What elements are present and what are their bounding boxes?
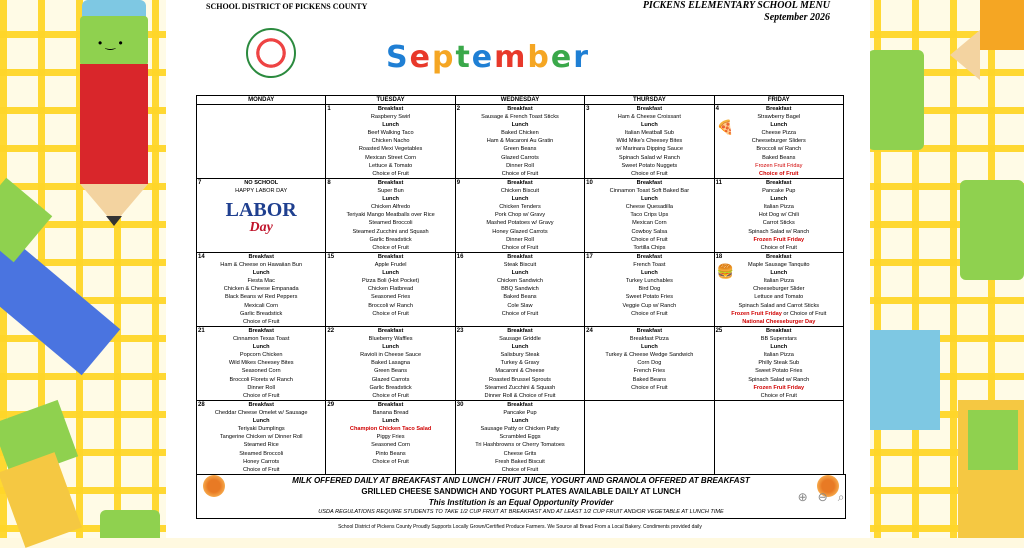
lunch-label: Lunch <box>511 344 529 351</box>
burger-icon: 🍔 <box>716 263 734 279</box>
day-cell <box>714 179 843 253</box>
green-pencil-right-decoration <box>868 50 928 160</box>
lunch-label: Lunch <box>640 344 658 351</box>
menu-item: Italian Pizza <box>763 278 794 285</box>
menu-item: HAPPY LABOR DAY <box>235 188 288 195</box>
menu-item: Choice of Fruit <box>372 170 409 177</box>
day-cell <box>326 401 455 475</box>
week-row <box>197 179 844 253</box>
menu-item: Choice of Fruit <box>501 466 539 473</box>
day-cell <box>455 327 584 401</box>
day-cell <box>585 327 714 401</box>
title-letter: S <box>386 40 410 75</box>
menu-item: Black Beans w/ Red Peppers <box>224 294 298 301</box>
bottom-pencil-decoration <box>100 510 160 538</box>
menu-item: Choice of Fruit <box>760 392 797 399</box>
menu-item: Broccoli w/ Ranch <box>368 302 413 309</box>
menu-item: Choice of Fruit <box>372 244 409 251</box>
menu-item: Chicken Sandwich <box>496 278 543 285</box>
week-row <box>197 105 844 179</box>
lunch-label: Lunch <box>640 196 658 203</box>
menu-item: Wild Mike's Cheesey Bites <box>616 138 683 145</box>
weekday-header: MONDAY <box>197 96 326 105</box>
menu-item: Sausage Patty or Chicken Patty <box>480 426 560 433</box>
menu-item: Chicken Alfredo <box>370 204 411 211</box>
grilled-cheese-notice: GRILLED CHEESE SANDWICH AND YOGURT PLATES AVAILABLE DAILY AT LUNCH <box>196 486 846 497</box>
breakfast-label: Breakfast <box>377 106 404 112</box>
menu-calendar <box>196 95 844 475</box>
menu-item: Cheeseburger Slider <box>753 286 805 293</box>
menu-item: Choice of Fruit <box>760 244 797 251</box>
blue-pencil-right-decoration <box>870 330 950 430</box>
orange-pencil-decoration <box>950 0 1024 90</box>
lunch-label: Lunch <box>511 418 529 425</box>
menu-item: Spinach Salad w/ Ranch <box>748 228 810 235</box>
lunch-label: Lunch <box>640 122 658 129</box>
day-cell <box>326 253 455 327</box>
school-name: PICKENS ELEMENTARY SCHOOL MENU <box>642 0 830 11</box>
breakfast-label: Breakfast <box>507 254 533 260</box>
day-number: 23 <box>456 328 464 334</box>
day-cell <box>714 401 843 475</box>
menu-item: Lettuce and Tomato <box>754 294 804 301</box>
menu-item: Seasoned Corn <box>371 442 411 449</box>
day-cell <box>714 253 843 327</box>
lunch-label: Lunch <box>382 344 399 351</box>
lunch-label: Lunch <box>511 122 529 129</box>
menu-item-highlight: Choice of Fruit <box>759 170 799 177</box>
menu-item: Baked Lasagna <box>371 360 411 367</box>
menu-item: French Fries <box>633 368 666 375</box>
menu-item: Cheese Grits <box>503 450 537 457</box>
title-letter: t <box>455 40 472 75</box>
menu-item: French Toast <box>633 262 666 269</box>
menu-item: Fresh Baked Biscuit <box>495 458 545 465</box>
menu-item: Chicken Biscuit <box>500 188 540 195</box>
day-number: 7 <box>198 180 202 186</box>
menu-item: Dinner Roll <box>247 384 276 391</box>
day-cell <box>326 179 455 253</box>
menu-item: Broccoli Florets w/ Ranch <box>229 376 293 383</box>
menu-item: Teriyaki Mango Meatballs over Rice <box>346 212 435 219</box>
menu-item: Piggy Fries <box>376 434 405 441</box>
day-cell <box>197 327 326 401</box>
menu-item: Popcorn Chicken <box>239 352 283 359</box>
day-cell <box>585 401 714 475</box>
menu-item: Ravioli in Cheese Sauce <box>360 352 422 359</box>
menu-item: Cinnamon Toast Soft Baked Bar <box>609 188 690 195</box>
day-number: 8 <box>327 180 331 186</box>
menu-item: Taco Crips Ups <box>630 212 669 219</box>
menu-item: Broccoli w/ Ranch <box>756 146 802 153</box>
menu-item: Tangerine Chicken w/ Dinner Roll <box>219 434 303 441</box>
day-cell <box>326 327 455 401</box>
menu-item: Sausage & French Toast Sticks <box>481 114 559 121</box>
menu-item: Baked Beans <box>762 154 796 161</box>
breakfast-label: Breakfast <box>636 328 663 334</box>
menu-item: Mashed Potatoes w/ Gravy <box>486 220 554 227</box>
search-icon[interactable]: ⌕ <box>837 489 845 504</box>
menu-item: Choice of Fruit <box>501 310 539 317</box>
menu-item: Cheese Pizza <box>761 130 797 137</box>
lunch-label: Lunch <box>252 418 270 425</box>
yellow-pencil-right-decoration <box>958 400 1024 538</box>
title-letter: e <box>550 40 574 75</box>
menu-item: Cinnamon Texas Toast <box>233 336 290 343</box>
menu-item: Steamed Rice <box>243 442 279 449</box>
menu-item: Baked Beans <box>632 376 666 383</box>
menu-item: Bird Dog <box>638 286 661 293</box>
breakfast-label: Breakfast <box>636 254 663 260</box>
lunch-label: Lunch <box>640 270 658 277</box>
menu-item: Seasoned Corn <box>241 368 281 375</box>
menu-item: Blueberry Waffles <box>368 336 413 343</box>
menu-item: Roasted Mexi Vegetables <box>358 146 423 153</box>
title-letter: b <box>527 40 551 75</box>
red-pencil-decoration: • ‿ • <box>70 0 160 230</box>
menu-item-highlight: Frozen Fruit Friday <box>753 384 805 391</box>
day-cell <box>197 401 326 475</box>
menu-item: Choice of Fruit <box>501 170 539 177</box>
menu-item: Green Beans <box>503 146 537 153</box>
local-sourcing-notice: School District of Pickens County Proudly Supports Locally Grown/Certified Produce Farmers. We Source all Bread From a Local Bakery. Condiments provided daily <box>338 524 702 530</box>
lunch-label: Lunch <box>511 270 529 277</box>
breakfast-label: Breakfast <box>248 328 274 334</box>
day-number: 9 <box>456 180 461 186</box>
menu-item: Pancake Pup <box>503 410 537 417</box>
menu-item: Choice of Fruit <box>631 310 668 317</box>
day-cell <box>585 105 714 179</box>
green-pencil-right2-decoration <box>960 180 1024 280</box>
menu-item: Chicken Flatbread <box>367 286 414 293</box>
menu-item: Raspberry Swirl <box>370 114 411 121</box>
day-number: 10 <box>586 180 593 186</box>
day-cell <box>197 253 326 327</box>
breakfast-label: Breakfast <box>377 402 404 408</box>
menu-item: Glazed Carrots <box>501 154 539 161</box>
menu-item: Steamed Zucchini & Squash <box>484 384 556 391</box>
menu-item: Cheddar Cheese Omelet w/ Sausage <box>214 410 308 417</box>
menu-item: w/ Marinara Dipping Sauce <box>615 146 683 153</box>
breakfast-label: Breakfast <box>377 254 404 260</box>
lunch-label: Lunch <box>382 196 399 203</box>
breakfast-label: Breakfast <box>248 402 274 408</box>
lunch-label: Lunch <box>770 122 788 129</box>
menu-item: Sausage Griddle <box>499 336 541 343</box>
menu-item: Fiesta Mac <box>247 278 275 285</box>
menu-item: Veggie Cup w/ Ranch <box>622 302 677 309</box>
weekday-header: THURSDAY <box>585 96 714 105</box>
menu-item: Spinach Salad w/ Ranch <box>748 376 810 383</box>
menu-item: Beef Walking Taco <box>367 130 414 137</box>
menu-item: Sweet Potato Fries <box>625 294 673 301</box>
nutrition-logo <box>246 28 296 78</box>
day-number: 1 <box>327 106 331 112</box>
day-number: 30 <box>456 402 464 408</box>
zoom-out-icon[interactable]: ⊖ <box>817 490 828 504</box>
day-cell <box>197 105 326 179</box>
menu-item: Carrot Sticks <box>762 220 795 227</box>
breakfast-label: NO SCHOOL <box>244 180 279 186</box>
milk-notice-text: MILK OFFERED DAILY AT BREAKFAST AND LUNCH / FRUIT JUICE, YOGURT AND GRANOLA OFFERED AT BREAKFAST <box>292 476 750 485</box>
menu-item: Super Bun <box>377 188 404 195</box>
zoom-controls <box>776 485 866 509</box>
menu-item: Glazed Carrots <box>371 376 410 383</box>
title-letter: e <box>409 40 432 75</box>
menu-item: Hot Dog w/ Chili <box>758 212 799 219</box>
menu-item: Lettuce & Tomato <box>368 162 413 169</box>
week-row <box>197 253 844 327</box>
day-number: 16 <box>456 254 464 260</box>
menu-item: Green Beans <box>374 368 408 375</box>
title-letter: r <box>573 40 591 75</box>
weekday-header: TUESDAY <box>326 96 455 105</box>
menu-item: Spinach Salad w/ Ranch <box>618 154 680 161</box>
menu-sheet <box>166 0 870 538</box>
breakfast-label: Breakfast <box>766 180 792 186</box>
menu-item: Cowboy Salsa <box>631 228 668 235</box>
menu-item: Sweet Potato Fries <box>755 368 803 375</box>
menu-item: Turkey Lunchables <box>625 278 673 285</box>
menu-item: Frozen Fruit Friday or Choice of Fruit <box>731 310 827 317</box>
lunch-label: Lunch <box>511 196 529 203</box>
menu-item: Strawberry Bagel <box>757 114 801 121</box>
menu-item: Apple Frudel <box>374 262 407 269</box>
breakfast-label: Breakfast <box>248 254 274 260</box>
day-number: 14 <box>198 254 205 260</box>
day-cell <box>455 253 584 327</box>
menu-item: Choice of Fruit <box>631 384 668 391</box>
menu-item: Maple Sausage Tanquito <box>748 262 810 269</box>
menu-item: Choice of Fruit <box>631 170 668 177</box>
weekday-header: FRIDAY <box>714 96 843 105</box>
day-cell <box>585 179 714 253</box>
menu-item: Seasoned Fries <box>370 294 411 301</box>
day-cell <box>714 327 843 401</box>
week-row <box>197 401 844 475</box>
menu-item: Tortilla Chips <box>633 244 666 251</box>
breakfast-label: Breakfast <box>766 106 792 112</box>
menu-item: Tri Hashbrowns or Cherry Tomatoes <box>475 442 565 449</box>
menu-item: Garlic Breadstick <box>240 310 283 317</box>
menu-item: Ham & Macaroni Au Gratin <box>486 138 554 145</box>
menu-item: Dinner Roll <box>506 162 534 169</box>
menu-item: Cheeseburger Sliders <box>751 138 806 145</box>
breakfast-label: Breakfast <box>507 180 533 186</box>
lunch-label: Lunch <box>382 418 399 425</box>
title-letter: e <box>471 40 495 75</box>
day-number: 24 <box>586 328 593 334</box>
breakfast-label: Breakfast <box>377 328 404 334</box>
menu-item-highlight: Champion Chicken Taco Salad <box>349 426 432 433</box>
day-cell <box>326 105 455 179</box>
menu-item: Pancake Pup <box>762 188 796 195</box>
menu-item: Macaroni & Cheese <box>495 368 545 375</box>
day-number: 21 <box>198 328 205 334</box>
district-name: SCHOOL DISTRICT OF PICKENS COUNTY <box>206 2 368 11</box>
menu-item: Italian Pizza <box>763 204 794 211</box>
menu-heading <box>643 0 830 24</box>
weekday-header: WEDNESDAY <box>455 96 584 105</box>
day-number: 2 <box>456 106 461 112</box>
day-cell <box>455 105 584 179</box>
equal-opportunity: This Institution is an Equal Opportunity Provider <box>196 497 846 508</box>
menu-item: Honey Glazed Carrots <box>492 228 548 235</box>
day-number: 11 <box>715 180 722 186</box>
menu-item: Mexican Corn <box>632 220 667 227</box>
menu-item: Mexicali Corn <box>244 302 279 309</box>
menu-item: Ham & Cheese Croissant <box>617 114 681 121</box>
menu-item: Philly Steak Sub <box>758 360 800 367</box>
menu-item: Dinner Roll & Choice of Fruit <box>484 392 556 399</box>
breakfast-label: Breakfast <box>636 180 663 186</box>
breakfast-label: Breakfast <box>766 328 792 334</box>
day-number: 22 <box>327 328 335 334</box>
lunch-label: Lunch <box>770 270 788 277</box>
menu-item: Choice of Fruit <box>501 244 539 251</box>
day-cell <box>197 179 326 253</box>
month-year: September 2026 <box>764 12 830 23</box>
menu-item: Steamed Broccoli <box>239 450 284 457</box>
menu-item: Cole Slaw <box>507 302 533 309</box>
menu-item: Choice of Fruit <box>631 236 668 243</box>
menu-item: Pork Chop w/ Gravy <box>494 212 545 219</box>
menu-item: Baked Chicken <box>501 130 539 137</box>
menu-item: Choice of Fruit <box>243 318 280 325</box>
menu-item: Baked Beans <box>503 294 537 301</box>
menu-item: Italian Meatball Sub <box>624 130 674 137</box>
menu-item: Spinach Salad and Carrot Sticks <box>738 302 820 309</box>
menu-item: Italian Pizza <box>763 352 794 359</box>
menu-item: BBQ Sandwich <box>501 286 539 293</box>
day-number: 17 <box>586 254 593 260</box>
day-number: 15 <box>327 254 335 260</box>
menu-item: Turkey & Gravy <box>500 360 540 367</box>
day-cell <box>455 179 584 253</box>
day-number: 28 <box>198 402 205 408</box>
breakfast-label: Breakfast <box>507 328 533 334</box>
menu-item: Garlic Breadstick <box>369 236 412 243</box>
menu-item-highlight: National Cheeseburger Day <box>742 318 816 325</box>
lunch-label: Lunch <box>382 270 399 277</box>
menu-item: Pinto Beans <box>375 450 406 457</box>
usda-notice: USDA REGULATIONS REQUIRE STUDENTS TO TAKE 1/2 CUP FRUIT AT BREAKFAST AND AT LEAST 1/2 CUP FRUIT AND/OR VEGETABLE AT LUNCH TIME <box>196 508 846 519</box>
lunch-label: Lunch <box>770 196 788 203</box>
menu-item: Mexican Street Corn <box>365 154 417 161</box>
title-letter: p <box>431 40 456 75</box>
menu-item: Scrambled Eggs <box>499 434 541 441</box>
day-cell <box>585 253 714 327</box>
menu-item: Banana Bread <box>372 410 409 417</box>
menu-item: Garlic Breadstick <box>369 384 412 391</box>
menu-item: Steamed Zucchini and Squash <box>352 228 429 235</box>
menu-item: Honey Carrots <box>243 458 280 465</box>
week-row <box>197 327 844 401</box>
lunch-label: Lunch <box>252 344 270 351</box>
breakfast-label: Breakfast <box>636 106 663 112</box>
menu-item: Turkey & Cheese Wedge Sandwich <box>605 352 694 359</box>
pizza-icon: 🍕 <box>716 119 734 135</box>
menu-item: Choice of Fruit <box>243 466 280 473</box>
menu-item-highlight: Frozen Fruit Friday <box>755 162 803 169</box>
breakfast-label: Breakfast <box>766 254 792 260</box>
day-number: 3 <box>586 106 590 112</box>
menu-item: Choice of Fruit <box>372 458 409 465</box>
menu-item: Choice of Fruit <box>372 392 409 399</box>
menu-item: Steak Biscuit <box>503 262 537 269</box>
day-number: 18 <box>715 254 723 260</box>
september-title <box>386 40 590 75</box>
menu-item: Roasted Brussel Sprouts <box>489 376 551 383</box>
menu-item-highlight: Frozen Fruit Friday <box>753 236 805 243</box>
menu-item: Salisbury Steak <box>500 352 540 359</box>
day-number: 25 <box>715 328 723 334</box>
blue-pencil-decoration <box>0 180 150 370</box>
yellow-pencil-decoration <box>0 400 90 538</box>
menu-item: Choice of Fruit <box>243 392 280 399</box>
menu-item: BB Superstars <box>760 336 797 343</box>
menu-item: Choice of Fruit <box>372 310 409 317</box>
title-letter: m <box>494 40 528 75</box>
menu-item: Chicken Nacho <box>371 138 410 145</box>
menu-item: Chicken & Cheese Empanada <box>223 286 299 293</box>
menu-item: Cheese Quesadilla <box>625 204 673 211</box>
menu-item: Wild Mikes Cheesey Bites <box>228 360 294 367</box>
day-cell <box>714 105 843 179</box>
menu-item: Pizza Boli (Hot Pocket) <box>361 278 420 285</box>
menu-item: Sweet Potato Nuggets <box>621 162 678 169</box>
menu-item: Teriyaki Dumplings <box>237 426 285 433</box>
menu-item: Steamed Broccoli <box>368 220 413 227</box>
menu-item: Breakfast Pizza <box>629 336 669 343</box>
breakfast-label: Breakfast <box>507 106 533 112</box>
menu-item: Ham & Cheese on Hawaiian Bun <box>220 262 303 269</box>
day-number: 29 <box>327 402 335 408</box>
zoom-in-icon[interactable]: ⊕ <box>797 490 808 504</box>
breakfast-label: Breakfast <box>507 402 533 408</box>
menu-item: Corn Dog <box>637 360 662 367</box>
lunch-label: Lunch <box>382 122 399 129</box>
lunch-label: Lunch <box>252 270 270 277</box>
menu-item: Chicken Tenders <box>499 204 541 211</box>
day-number: 4 <box>715 106 719 112</box>
breakfast-label: Breakfast <box>377 180 404 186</box>
menu-item: Dinner Roll <box>506 236 534 243</box>
lunch-label: Lunch <box>770 344 788 351</box>
labor-day-logo: LABOR Day <box>225 199 297 236</box>
day-cell <box>455 401 584 475</box>
